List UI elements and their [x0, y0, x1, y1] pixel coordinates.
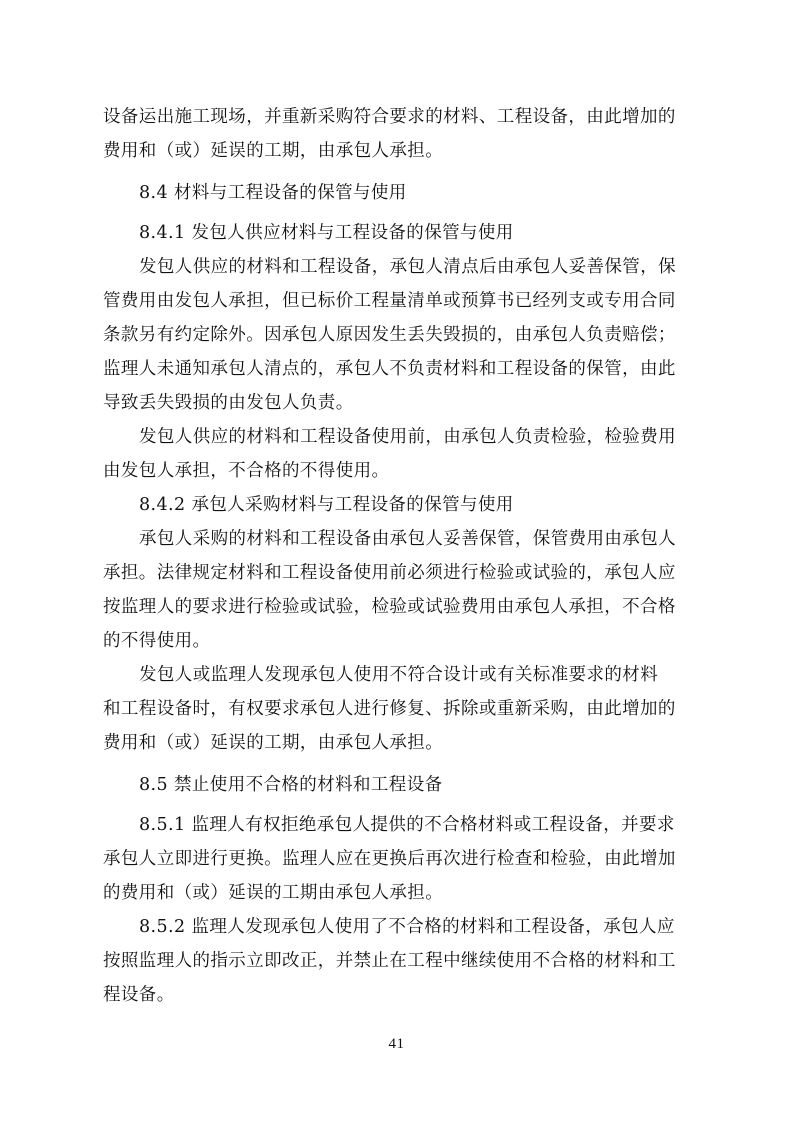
- text-line: 承包人立即进行更换。监理人应在更换后再次进行检查和检验，由此增加: [103, 849, 676, 869]
- text-line: 设备运出施工现场，并重新采购符合要求的材料、工程设备，由此增加的: [103, 107, 676, 127]
- text-line: 发包人或监理人发现承包人使用不符合设计或有关标准要求的材料: [139, 665, 659, 685]
- text-line: 按监理人的要求进行检验或试验，检验或试验费用由承包人承担，不合格: [103, 597, 676, 617]
- text-line: 发包人供应的材料和工程设备使用前，由承包人负责检验，检验费用: [139, 427, 676, 447]
- text-line: 和工程设备时，有权要求承包人进行修复、拆除或重新采购，由此增加的: [103, 699, 676, 719]
- text-line: 发包人供应的材料和工程设备，承包人清点后由承包人妥善保管，保: [139, 257, 676, 277]
- text-line: 导致丢失毁损的由发包人负责。: [103, 393, 354, 413]
- text-line: 管费用由发包人承担，但已标价工程量清单或预算书已经列支或专用合同: [103, 291, 676, 311]
- text-line: 的不得使用。: [103, 631, 211, 651]
- page-body: [103, 100, 693, 1012]
- text-line: 的费用和（或）延误的工期由承包人承担。: [103, 883, 444, 903]
- subsection-heading-8-4-1: 8.4.1 发包人供应材料与工程设备的保管与使用: [139, 223, 514, 243]
- text-line: 8.5.1 监理人有权拒绝承包人提供的不合格材料或工程设备，并要求: [139, 815, 675, 835]
- text-line: 由发包人承担，不合格的不得使用。: [103, 461, 390, 481]
- page-number: 41: [388, 1036, 405, 1052]
- text-line: 条款另有约定除外。因承包人原因发生丢失毁损的，由承包人负责赔偿；: [103, 325, 676, 345]
- section-heading-8-5: 8.5 禁止使用不合格的材料和工程设备: [139, 775, 443, 795]
- subsection-heading-8-4-2: 8.4.2 承包人采购材料与工程设备的保管与使用: [139, 495, 514, 515]
- text-line: 8.5.2 监理人发现承包人使用了不合格的材料和工程设备，承包人应: [139, 917, 675, 937]
- text-line: 承担。法律规定材料和工程设备使用前必须进行检验或试验的，承包人应: [103, 563, 676, 583]
- text-line: 承包人采购的材料和工程设备由承包人妥善保管，保管费用由承包人: [139, 529, 676, 549]
- text-line: 按照监理人的指示立即改正，并禁止在工程中继续使用不合格的材料和工: [103, 951, 676, 971]
- text-line: 监理人未通知承包人清点的，承包人不负责材料和工程设备的保管，由此: [103, 359, 676, 379]
- text-line: 费用和（或）延误的工期，由承包人承担。: [103, 141, 444, 161]
- text-line: 费用和（或）延误的工期，由承包人承担。: [103, 733, 444, 753]
- text-line: 程设备。: [103, 985, 175, 1005]
- section-heading-8-4: 8.4 材料与工程设备的保管与使用: [139, 183, 407, 203]
